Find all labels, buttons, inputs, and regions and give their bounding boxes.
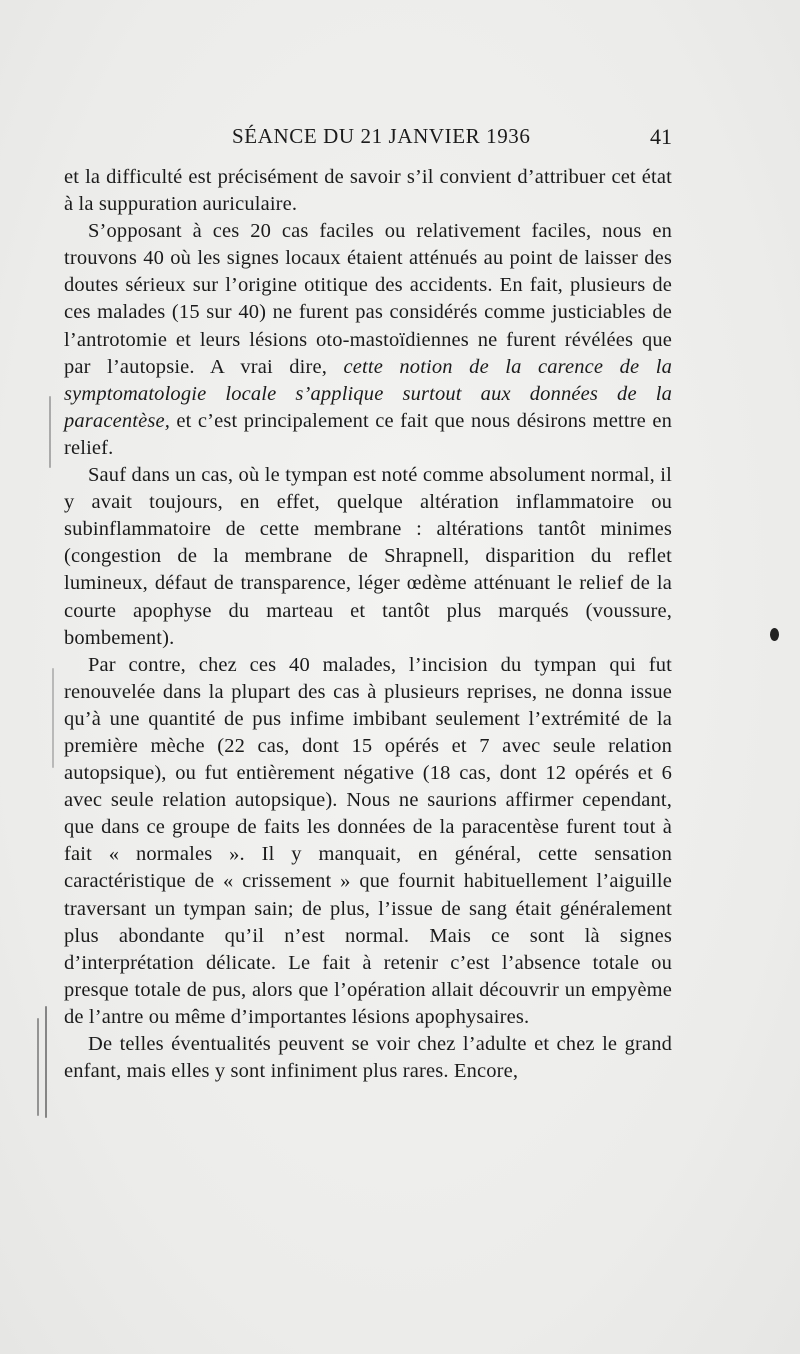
paragraph-3: Sauf dans un cas, où le tympan est noté comme absolument normal, il y avait toujours, en effet, quelque altération inflammatoire ou subinflammatoire de cette membrane : altérations tantôt minimes (congestion de la membrane de Shrapnell, disparition du reflet lumineux, défaut de transparence, léger œdème atténuant le relief de la courte apophyse du marteau et tantôt plus marqués (voussure, bombement).	[64, 464, 672, 649]
paragraph-2-text-b: et c’est principalement ce fait que nous désirons mettre en relief.	[64, 409, 672, 459]
paragraph-2-text-a: S’opposant à ces 20 cas faciles ou relativement faciles, nous en trouvons 40 où les signes locaux étaient atténués au point de laisser des doutes sérieux sur l’origine otitique des accidents. En fait, plusieurs de ces malades (15 sur 40) ne furent pas considérés comme justiciables de l’antrotomie et leurs lésions oto-mastoïdiennes ne furent révélées que par l’autopsie. A vrai dire,	[64, 220, 672, 378]
running-head: SÉANCE DU 21 JANVIER 1936	[232, 124, 531, 148]
ink-dot	[770, 628, 779, 641]
margin-mark-4	[45, 1006, 47, 1118]
paragraph-4: Par contre, chez ces 40 malades, l’incision du tympan qui fut renouvelée dans la plupart des cas à plusieurs reprises, ne donna issue qu’à une quantité de pus infime imbibant seulement l’extrémité de la première mèche (22 cas, dont 15 opérés et 7 avec seule relation autopsique), ou fut entièrement négative (18 cas, dont 12 opérés et 6 avec seule relation autopsique). Nous ne saurions affirmer cependant, que dans ce groupe de faits les données de la paracentèse furent tout à fait « normales ». Il y manquait, en général, cette sensation caractéristique de « crissement » que fournit habituellement l’aiguille traversant un tympan sain; de plus, l’issue de sang était généralement plus abondante qu’il n’est normal. Mais ce sont là signes d’interprétation délicate. Le fait à retenir c’est l’absence totale ou presque totale de pus, alors que l’opération allait découvrir un empyème de l’antre ou même d’importantes lésions apophysaires.	[64, 653, 672, 1028]
paragraph-2	[64, 218, 672, 462]
margin-mark-3	[37, 1018, 39, 1116]
paragraph-1: et la difficulté est précisément de savoir s’il convient d’attribuer cet état à la suppuration auriculaire.	[64, 166, 672, 216]
page-number: 41	[650, 124, 672, 149]
page-header	[64, 124, 672, 154]
paragraph-2-italic: cette notion de la carence de la symptomatologie locale s’applique surtout aux données de la paracentèse,	[64, 355, 672, 432]
body-text	[64, 164, 672, 1085]
margin-mark-2	[52, 668, 54, 768]
paragraph-5: De telles éventualités peuvent se voir chez l’adulte et chez le grand enfant, mais elles y sont infiniment plus rares. Encore,	[64, 1033, 672, 1083]
margin-mark-1	[49, 396, 51, 468]
